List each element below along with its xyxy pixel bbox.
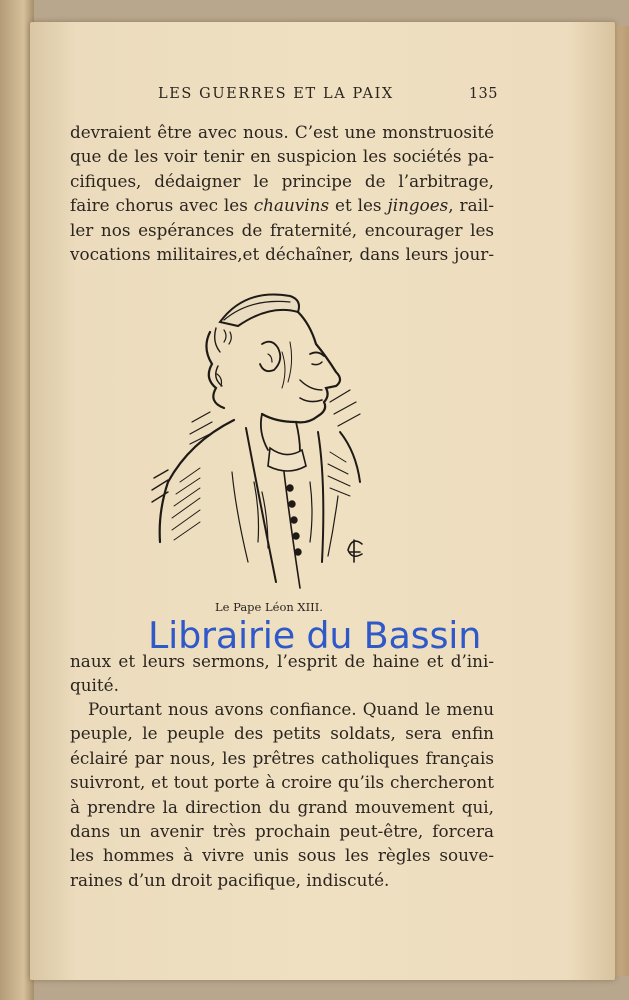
pope-engraving	[150, 282, 365, 594]
paragraph-bottom	[70, 697, 494, 892]
running-header	[158, 86, 498, 108]
text-line: raines d’un droit pacifique, indiscuté.	[70, 869, 390, 890]
text-line: à prendre la direction du grand mouvement qui,	[70, 796, 494, 817]
text-line: que de les voir tenir en suspicion les sociétés pa-	[70, 146, 494, 167]
text-line: peuple, le peuple des petits soldats, sera enfin	[70, 723, 494, 744]
text-line: cifiques, dédaigner le principe de l’arbitrage,	[70, 170, 494, 191]
text-line: vocations militaires,et déchaîner, dans leurs jour-	[70, 244, 494, 265]
text-line: Pourtant nous avons confiance. Quand le menu	[88, 699, 494, 719]
text-line: ler nos espérances de fraternité, encourager les	[70, 219, 494, 240]
text-line	[70, 193, 494, 217]
text-fragment: et les	[329, 195, 388, 216]
figure-caption: Le Pape Léon XIII.	[215, 600, 323, 614]
italic-word: chauvins	[253, 195, 330, 216]
text-line: suivront, et tout porte à croire qu’ils chercheront	[70, 772, 494, 793]
watermark-text: Librairie du Bassin	[148, 614, 482, 657]
page-number: 135	[468, 86, 498, 102]
text-fragment: faire chorus avec les	[70, 195, 254, 216]
paragraph-middle	[70, 649, 494, 698]
paragraph-top	[70, 120, 494, 266]
text-line: devraient être avec nous. C’est une monstruosité	[70, 122, 494, 142]
text-line: naux et leurs sermons, l’esprit de haine et d’ini-	[70, 651, 494, 671]
text-fragment: , rail-	[448, 195, 494, 216]
facing-page-edge	[0, 0, 34, 1000]
italic-word: jingoes	[387, 195, 449, 216]
text-line: dans un avenir très prochain peut-être, forcera	[70, 821, 494, 842]
text-line: éclairé par nous, les prêtres catholiques français	[70, 747, 494, 768]
running-title: LES GUERRES ET LA PAIX	[158, 86, 394, 102]
text-line: les hommes à vivre unis sous les règles souve-	[70, 845, 494, 866]
text-line: quité.	[70, 675, 119, 696]
